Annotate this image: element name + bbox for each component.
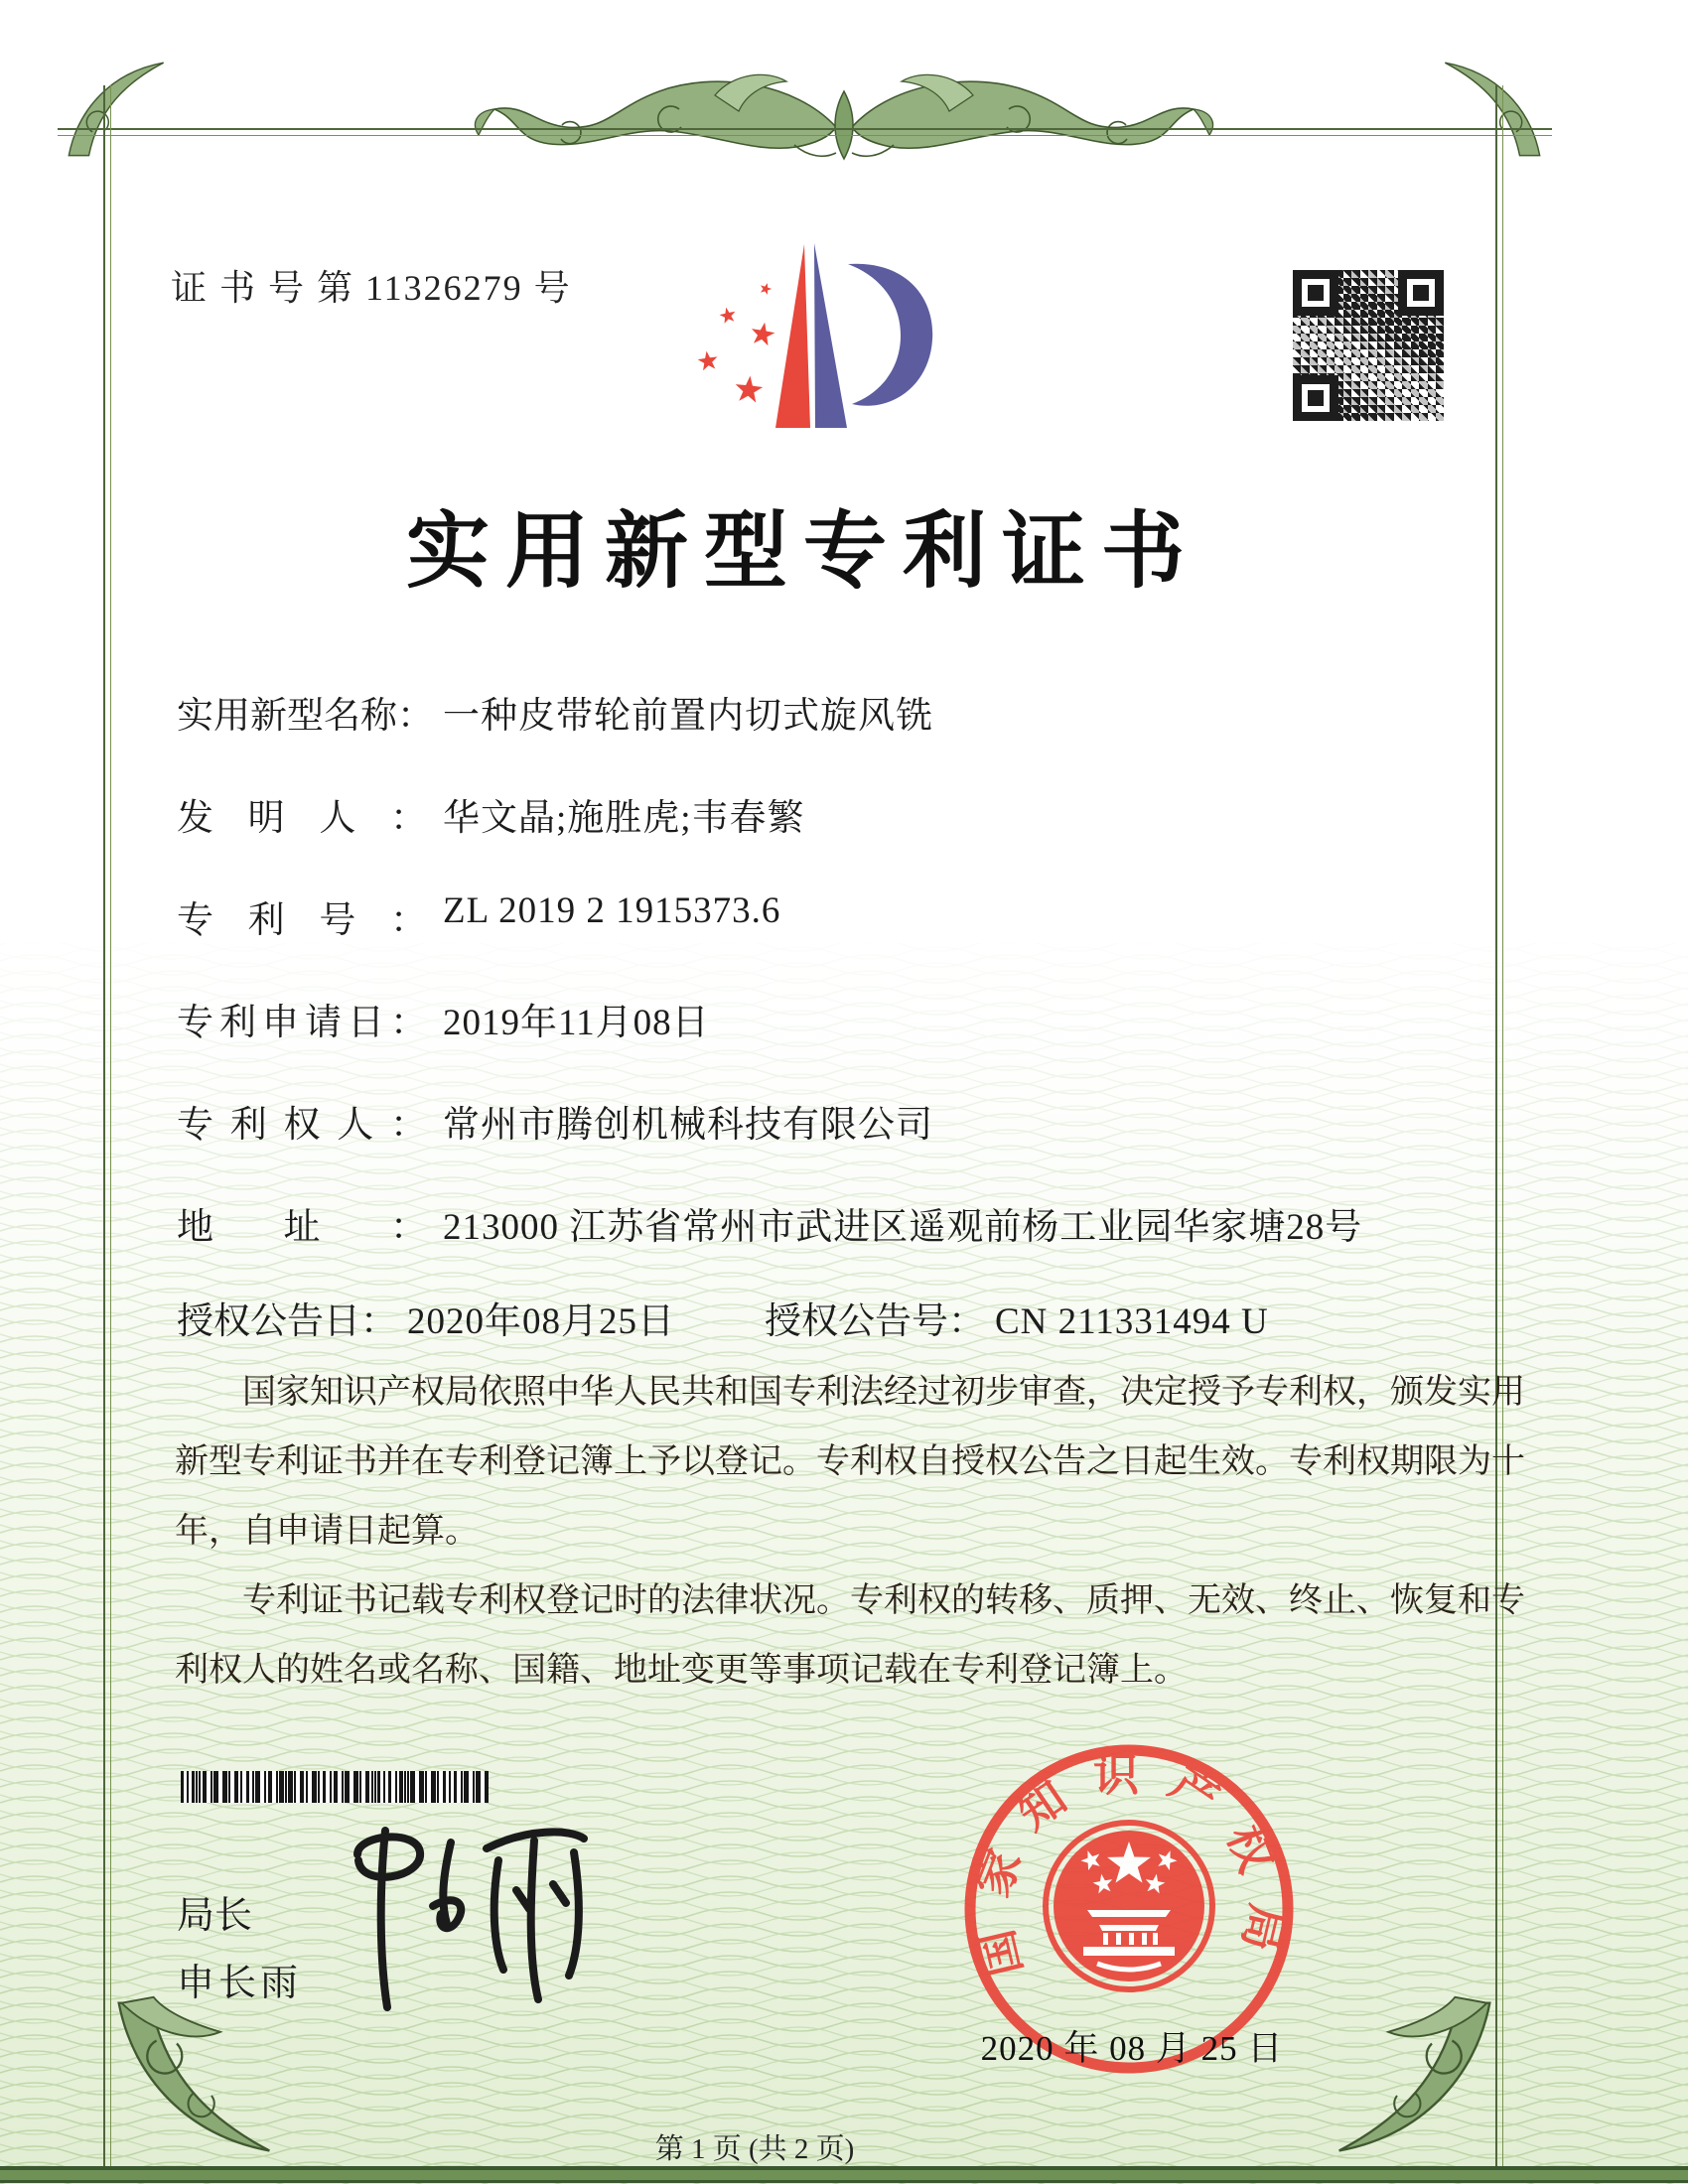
field-label: 实用新型名称： — [177, 696, 434, 737]
field-label: 发明人： — [177, 798, 427, 839]
top-scroll-ornament-icon — [467, 66, 1221, 181]
certificate-title: 实用新型专利证书 — [405, 506, 1200, 599]
frame-top-border — [58, 128, 1552, 136]
field-row-patent-no — [177, 889, 1517, 941]
field-value: ZL 2019 2 1915373.6 — [443, 890, 781, 931]
director-name: 申长雨 — [177, 1963, 303, 2004]
field-row-address — [177, 1196, 1517, 1248]
qr-finder-icon — [1293, 375, 1338, 421]
certificate-number: 证 书 号 第 11326279 号 — [171, 268, 572, 308]
legal-text — [175, 1358, 1525, 1706]
field-value: 常州市腾创机械科技有限公司 — [443, 1105, 933, 1146]
field-row-inventors — [177, 787, 1517, 839]
corner-ornament-icon — [1438, 54, 1547, 163]
field-value: 一种皮带轮前置内切式旋风铣 — [443, 696, 933, 737]
legal-paragraph-2: 专利证书记载专利权登记时的法律状况。专利权的转移、质押、无效、终止、恢复和专利权人的姓名或名称、国籍、地址变更等事项记载在专利登记簿上。 — [175, 1582, 1525, 1689]
cnipa-logo-icon — [683, 236, 941, 435]
grant-row — [177, 1291, 1517, 1344]
director-title: 局长 — [177, 1895, 253, 1937]
field-label: 专利申请日： — [177, 1003, 427, 1043]
grant-date-label: 授权公告日： — [177, 1301, 397, 1342]
director-signature — [328, 1809, 626, 2032]
field-row-filing-date — [177, 992, 1517, 1043]
frame-left-border — [103, 85, 111, 2168]
qr-finder-icon — [1293, 270, 1338, 316]
field-list — [177, 685, 1517, 1298]
field-row-patentee — [177, 1094, 1517, 1146]
field-label: 专利权人： — [177, 1105, 427, 1146]
seal-date: 2020 年 08 月 25 日 — [980, 2029, 1284, 2068]
frame-bottom-border — [0, 2166, 1688, 2183]
field-value: 华文晶;施胜虎;韦春繁 — [443, 798, 805, 839]
field-label: 专利号： — [177, 900, 427, 941]
corner-ornament-icon — [62, 54, 171, 163]
page-number: 第 1 页 (共 2 页) — [654, 2133, 855, 2165]
qr-finder-icon — [1398, 270, 1444, 316]
field-label: 地址： — [177, 1207, 427, 1248]
seal-text: 国家知识产权局 — [965, 1749, 1293, 1981]
barcode — [181, 1771, 489, 1803]
qr-code — [1287, 264, 1450, 427]
grant-date-value: 2020年08月25日 — [407, 1301, 675, 1342]
legal-paragraph-1: 国家知识产权局依照中华人民共和国专利法经过初步审查，决定授予专利权，颁发实用新型专利证书并在专利登记簿上予以登记。专利权自授权公告之日起生效。专利权期限为十年，自申请日起算。 — [175, 1374, 1525, 1550]
grant-no-value: CN 211331494 U — [995, 1301, 1269, 1342]
field-value: 213000 江苏省常州市武进区遥观前杨工业园华家塘28号 — [443, 1207, 1363, 1248]
field-value: 2019年11月08日 — [443, 1003, 710, 1043]
field-row-name — [177, 685, 1517, 737]
national-emblem-icon — [1046, 1823, 1212, 1989]
grant-no-label: 授权公告号： — [765, 1301, 985, 1342]
